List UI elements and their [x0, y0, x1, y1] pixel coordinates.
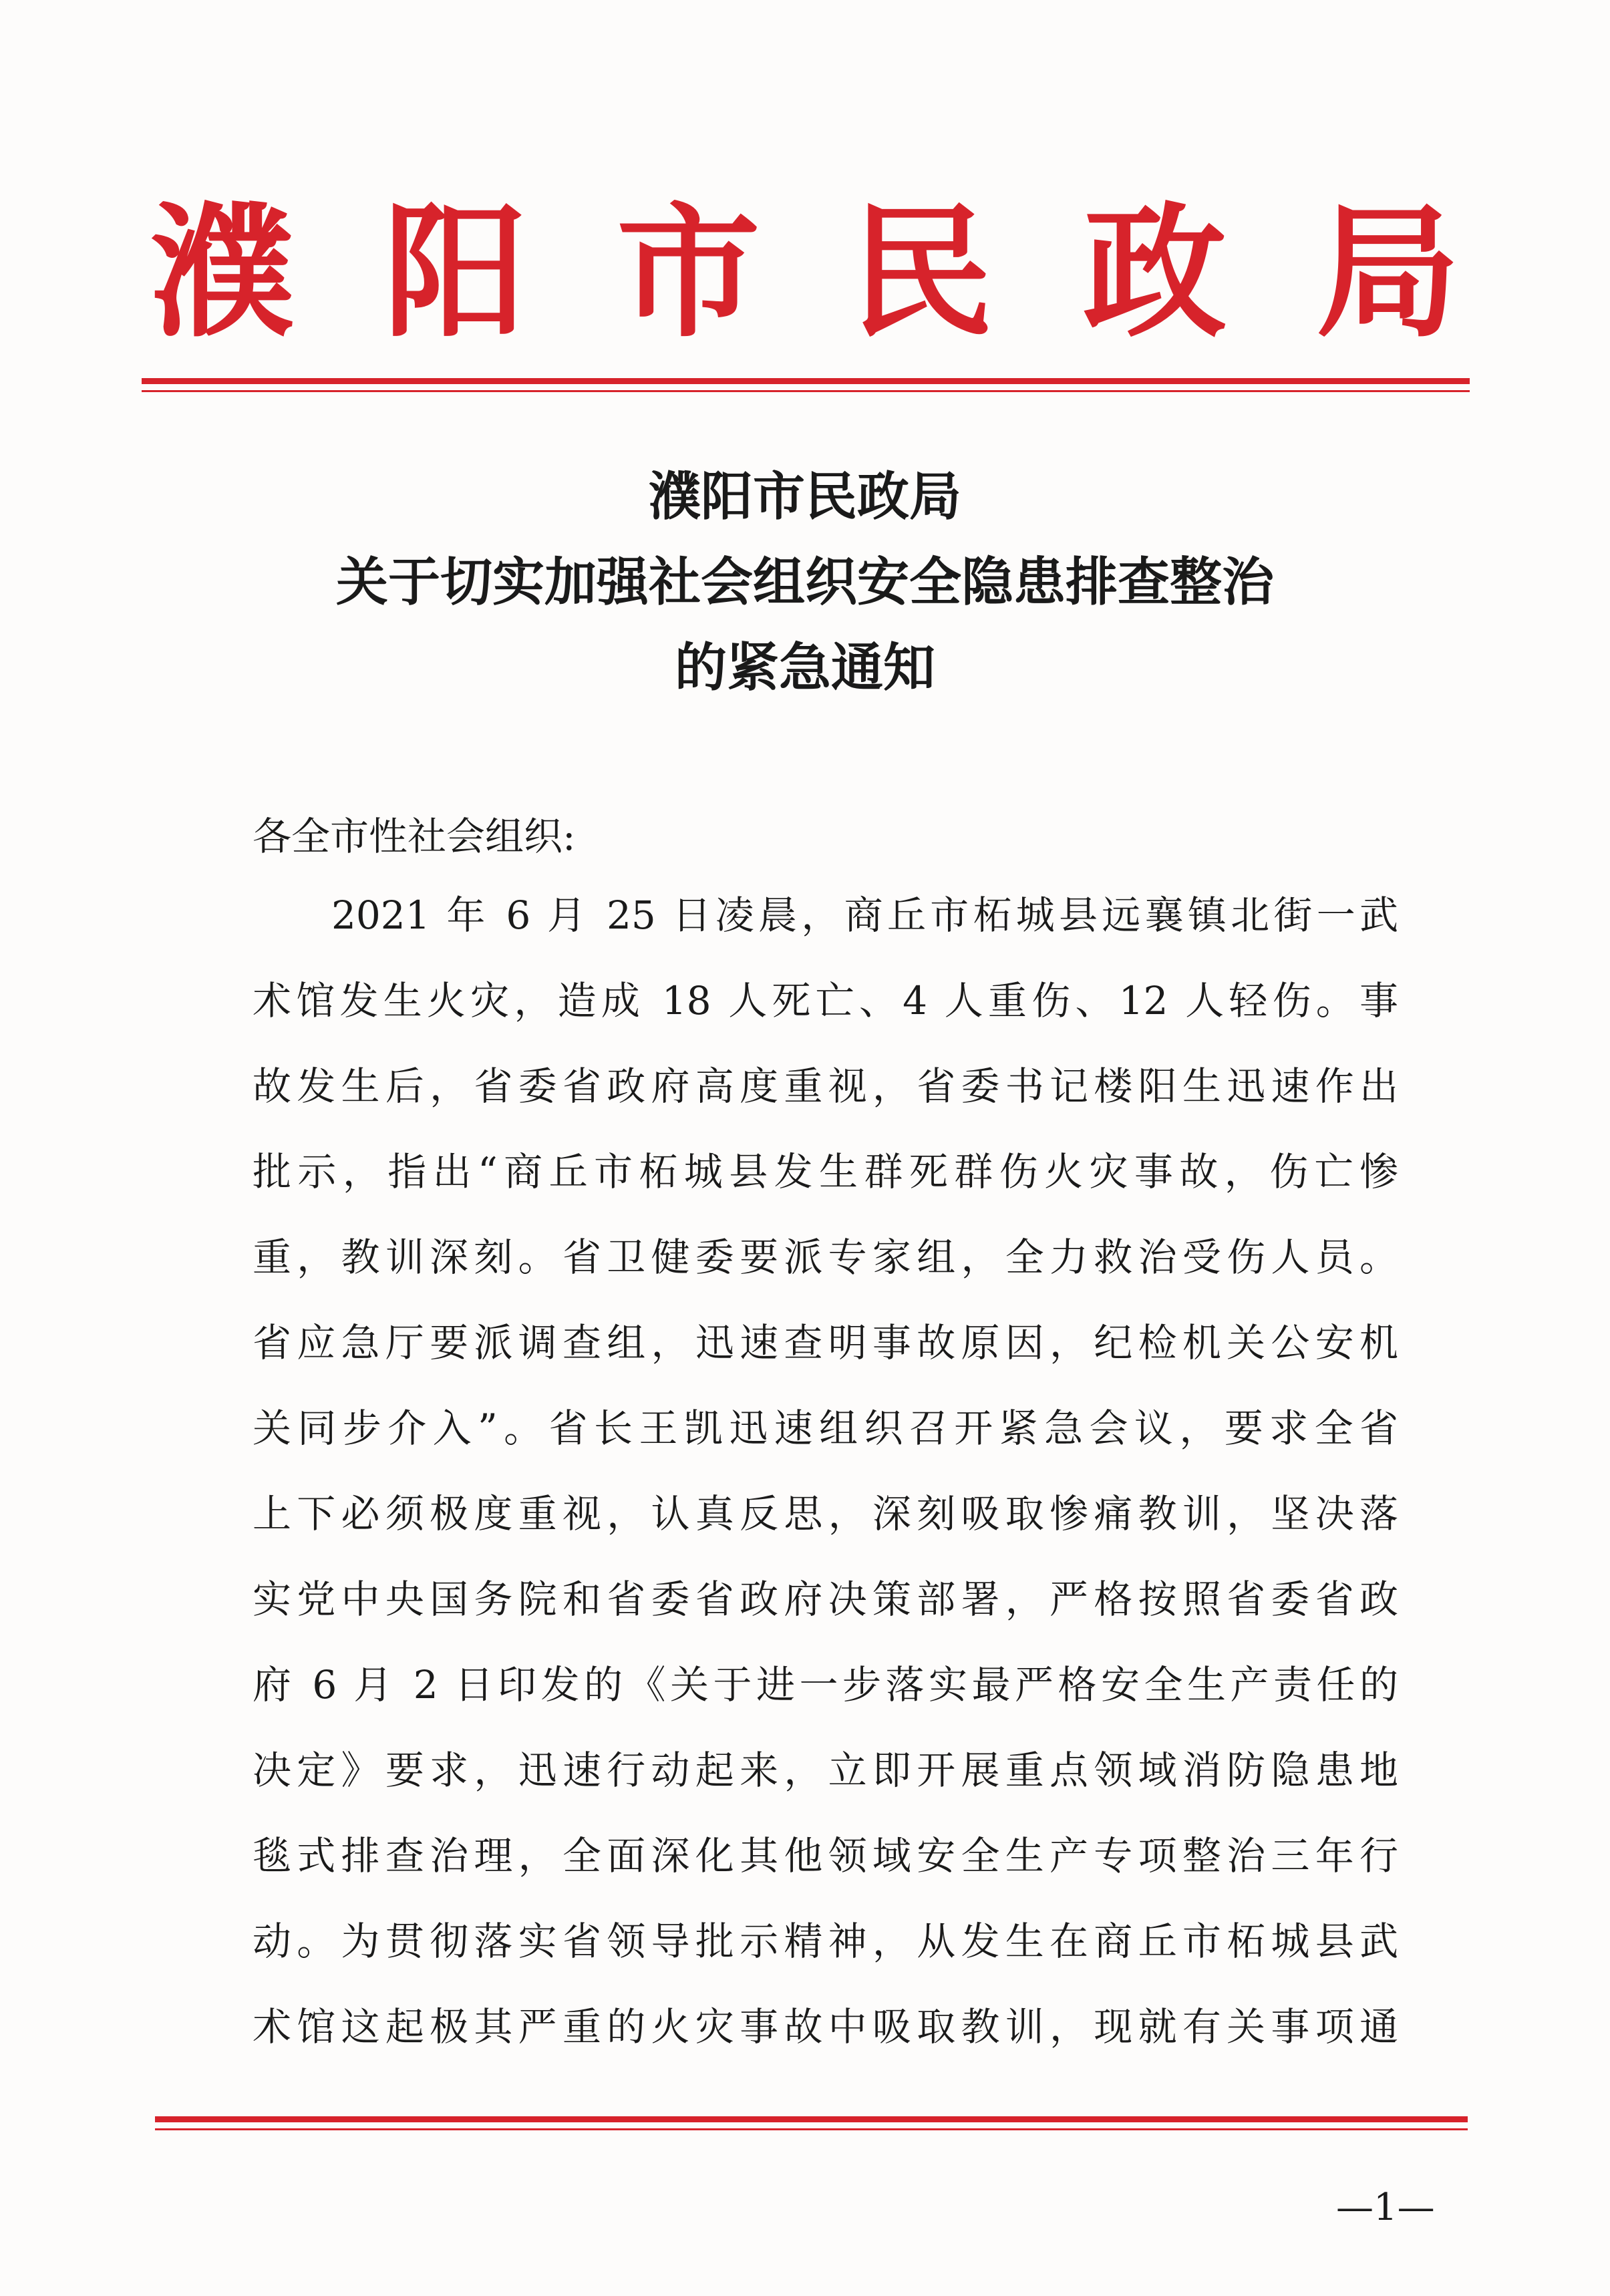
- masthead-char: 民: [850, 188, 993, 357]
- title-line: 濮阳市民政局: [648, 467, 961, 527]
- body-paragraph: [253, 888, 1398, 2086]
- body-line: 动。为贯彻落实省领导批示精神，从发生在商丘市柘城县武: [253, 1919, 1398, 1964]
- body-line: 上下必须极度重视，认真反思，深刻吸取惨痛教训，坚决落: [253, 1491, 1398, 1536]
- masthead-org-name: [147, 188, 1463, 357]
- masthead-char: 政: [1083, 188, 1227, 357]
- footer-divider-thin: [155, 2128, 1468, 2130]
- title-line: 关于切实加强社会组织安全隐患排查整治: [335, 552, 1274, 613]
- body-line: 术馆发生火灾，造成 18 人死亡、4 人重伤、12 人轻伤。事: [253, 978, 1398, 1023]
- page-number: —1—: [1336, 2186, 1435, 2229]
- masthead-divider-thin: [142, 390, 1470, 392]
- masthead-char: 局: [1316, 188, 1460, 357]
- document-title: [200, 454, 1410, 711]
- body-line: 府 6 月 2 日印发的《关于进一步落实最严格安全生产责任的: [253, 1662, 1398, 1707]
- body-line: 故发生后，省委省政府高度重视，省委书记楼阳生迅速作出: [253, 1063, 1398, 1109]
- masthead-char: 濮: [150, 188, 294, 357]
- masthead-divider-thick: [142, 378, 1470, 384]
- title-line: 的紧急通知: [674, 638, 935, 698]
- body-line: 实党中央国务院和省委省政府决策部署，严格按照省委省政: [253, 1577, 1398, 1622]
- body-line: 毯式排查治理，全面深化其他领域安全生产专项整治三年行: [253, 1833, 1398, 1878]
- salutation: 各全市性社会组织:: [253, 814, 576, 859]
- body-line: 重，教训深刻。省卫健委要派专家组，全力救治受伤人员。: [253, 1235, 1398, 1280]
- body-line: 批示，指出“商丘市柘城县发生群死群伤火灾事故，伤亡惨: [253, 1149, 1398, 1194]
- masthead-char: 市: [617, 188, 760, 357]
- footer-divider-thick: [155, 2116, 1468, 2122]
- body-line: 决定》要求，迅速行动起来，立即开展重点领域消防隐患地: [253, 1748, 1398, 1793]
- masthead-char: 阳: [383, 188, 527, 357]
- body-line: 关同步介入”。省长王凯迅速组织召开紧急会议，要求全省: [253, 1406, 1398, 1451]
- body-line: 2021 年 6 月 25 日凌晨，商丘市柘城县远襄镇北街一武: [331, 892, 1398, 938]
- body-line: 省应急厅要派调查组，迅速查明事故原因，纪检机关公安机: [253, 1320, 1398, 1365]
- body-line: 术馆这起极其严重的火灾事故中吸取教训，现就有关事项通: [253, 2004, 1398, 2049]
